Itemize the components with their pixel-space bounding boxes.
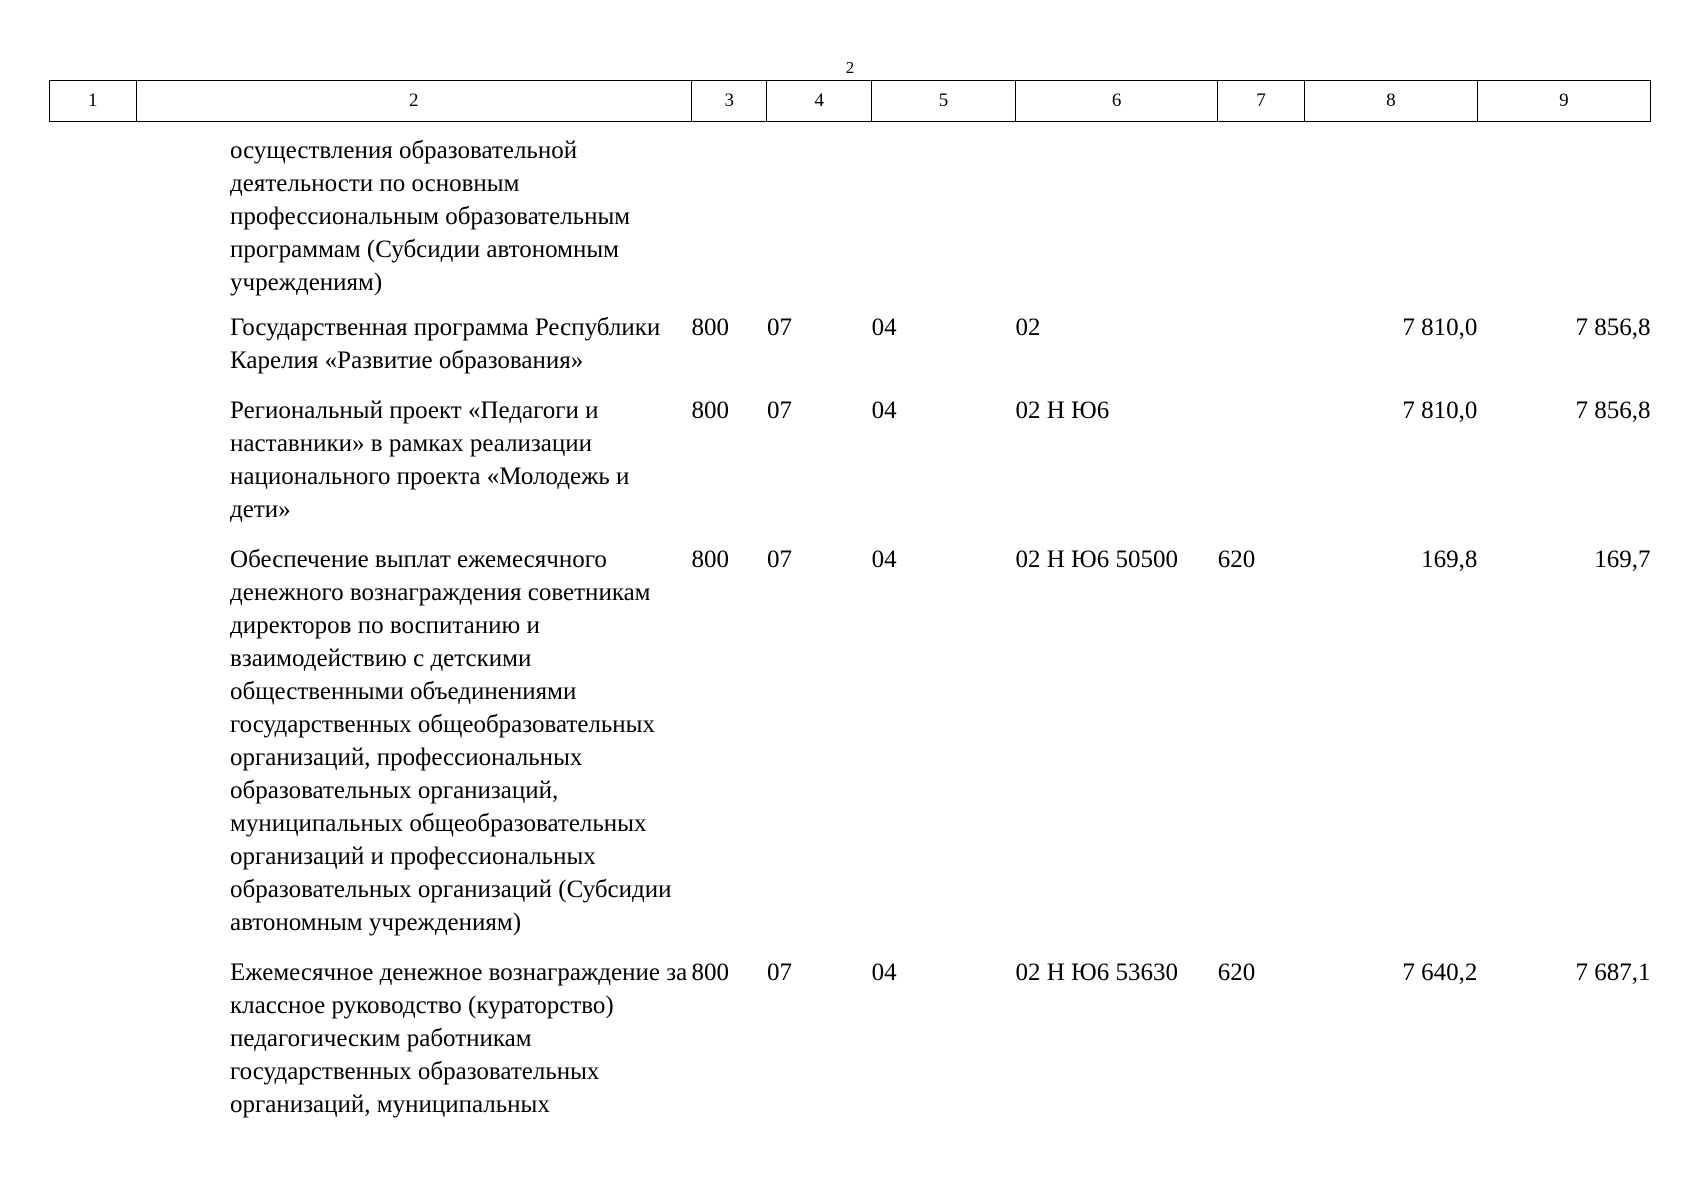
row-cell-col3 <box>692 122 767 312</box>
row-name: Региональный проект «Педагоги и наставники» в рамках реализации национального проекта «Молодежь и дети» <box>230 397 630 523</box>
row-cell-col9: 169,7 <box>1594 546 1651 573</box>
column-number-2: 2 <box>136 81 691 122</box>
row-cell-col3: 800 <box>691 959 729 986</box>
row-cell-col3: 800 <box>691 397 729 424</box>
row-cell-col3: 800 <box>691 546 729 573</box>
row-cell-col4: 07 <box>766 546 792 573</box>
row-cell-col8: 7 640,2 <box>1402 959 1478 986</box>
column-number-5: 5 <box>872 81 1016 122</box>
column-number-8: 8 <box>1304 81 1477 122</box>
row-cell-col9: 7 687,1 <box>1575 959 1651 986</box>
row-cell-col5 <box>872 122 1016 312</box>
table-row <box>50 956 1651 1138</box>
row-name: осуществления образовательной деятельности по основным профессиональным образовательным программам (Субсидии автономным учреждениям) <box>230 137 631 296</box>
column-number-4: 4 <box>767 81 872 122</box>
row-cell-col8: 7 810,0 <box>1402 314 1478 341</box>
row-cell-col1 <box>50 543 137 956</box>
row-cell-col9: 7 856,8 <box>1575 397 1651 424</box>
table-row <box>50 543 1651 956</box>
column-number-1: 1 <box>50 81 137 122</box>
row-cell-col4: 07 <box>766 397 792 424</box>
row-cell-col4: 07 <box>766 314 792 341</box>
row-cell-col7 <box>1218 311 1305 394</box>
row-cell-col7: 620 <box>1217 959 1256 986</box>
row-cell-col6 <box>1016 122 1218 312</box>
table-row <box>50 122 1651 312</box>
row-cell-col1 <box>50 394 137 543</box>
budget-table <box>49 80 1651 1138</box>
row-cell-col8: 169,8 <box>1421 546 1478 573</box>
row-cell-col6: 02 Н Ю6 <box>1015 397 1110 424</box>
row-cell-col7 <box>1218 122 1305 312</box>
row-name: Ежемесячное денежное вознаграждение за классное руководство (кураторство) педагогическим работникам государственных образовательных организаций, муниципальных <box>230 959 688 1118</box>
row-cell-col5: 04 <box>871 959 897 986</box>
row-name: Государственная программа Республики Карелия «Развитие образования» <box>230 314 661 374</box>
column-number-9: 9 <box>1477 81 1650 122</box>
row-cell-col6: 02 <box>1015 314 1041 341</box>
table-row <box>50 311 1651 394</box>
table-header-row <box>50 81 1651 122</box>
row-cell-col9 <box>1477 122 1650 312</box>
row-cell-col3: 800 <box>691 314 729 341</box>
row-cell-col5: 04 <box>871 314 897 341</box>
row-cell-col7 <box>1218 394 1305 543</box>
row-cell-col9: 7 856,8 <box>1575 314 1651 341</box>
column-number-6: 6 <box>1016 81 1218 122</box>
row-cell-col8: 7 810,0 <box>1402 397 1478 424</box>
row-cell-col1 <box>50 956 137 1138</box>
row-cell-col7: 620 <box>1217 546 1256 573</box>
row-cell-col1 <box>50 122 137 312</box>
row-name: Обеспечение выплат ежемесячного денежного вознаграждения советникам директоров по воспитанию и взаимодействию с детскими общественными объединениями государственных общеобразовательных организаций, профессиональных образовательных организаций, муниципальных общеобразовательных организаций и профессиональных образовательных организаций (Субсидии автономным учреждениям) <box>230 546 672 936</box>
column-number-3: 3 <box>692 81 767 122</box>
column-number-7: 7 <box>1218 81 1305 122</box>
row-cell-col5: 04 <box>871 546 897 573</box>
row-cell-col4 <box>767 122 872 312</box>
row-cell-col4: 07 <box>766 959 792 986</box>
row-cell-col5: 04 <box>871 397 897 424</box>
table-row <box>50 394 1651 543</box>
row-cell-col6: 02 Н Ю6 53630 <box>1015 959 1178 986</box>
page-number: 2 <box>845 58 855 77</box>
row-cell-col1 <box>50 311 137 394</box>
row-cell-col8 <box>1304 122 1477 312</box>
row-cell-col6: 02 Н Ю6 50500 <box>1015 546 1178 573</box>
